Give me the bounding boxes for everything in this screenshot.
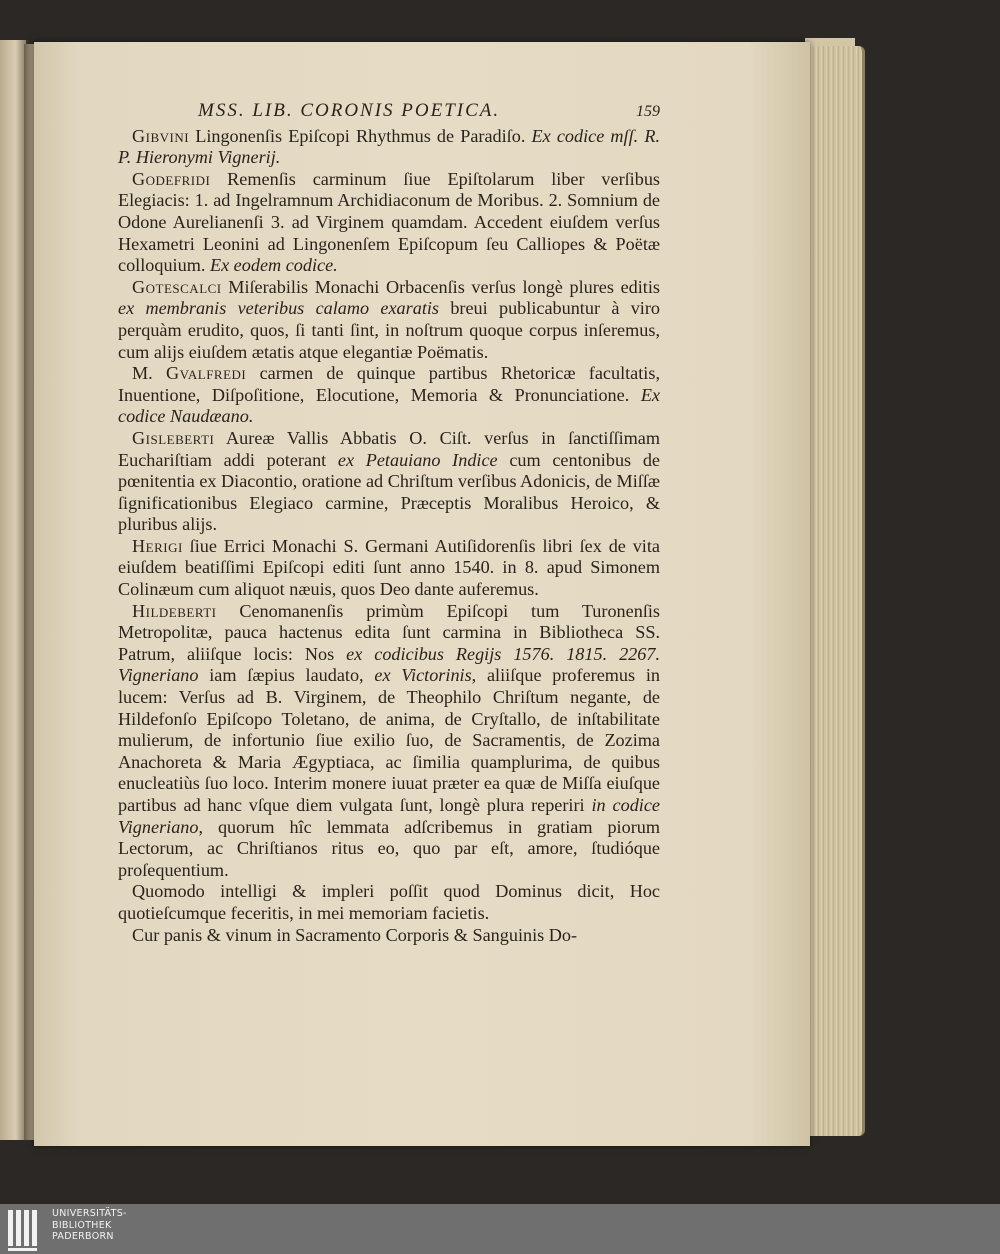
source-citation: ex Petauiano Indice: [337, 449, 498, 470]
source-citation: Ex codice Naudæano.: [118, 384, 660, 427]
text-segment: cum centonibus de pœnitentia ex Diacontio, oratione ad Chriſtum verſibus Adonicis, de Miſſæ ſignificationibus Elegiaco carmine, Præceptis Moralibus Heroico, & pluribus alijs.: [118, 449, 661, 535]
author-name: Gisleberti: [132, 427, 215, 448]
text-segment: Remenſis carminum ſiue Epiſtolarum liber verſibus Elegiacis: 1. ad Ingelramnum Archidiaconum de Moribus. 2. Somnium de Odone Aurelianenſi 3. ad Virginem quamdam. Accedent eiuſdem verſus Hexametri Leonini ad Lingonenſem Epiſcopum ſeu Calliopes & Poëtæ colloquium.: [118, 168, 660, 276]
library-name-line: PADERBORN: [52, 1231, 114, 1242]
text-segment: Cur panis & vinum in Sacramento Corporis & Sanguinis Do-: [132, 924, 578, 945]
running-title: MSS. LIB. CORONIS POETICA.: [198, 100, 501, 121]
text-segment: Aureæ Vallis Abbatis O. Ciſt. verſus in ſanctiſſimam Euchariſtiam addi poterant: [118, 427, 660, 470]
paragraph: [118, 428, 660, 536]
paragraph: [118, 126, 660, 169]
running-header: [198, 100, 660, 123]
paragraph: [118, 601, 660, 882]
text-segment: M.: [132, 363, 167, 384]
author-name: Gotescalci: [132, 276, 222, 297]
text-segment: Quomodo intelligi & impleri poſſit quod Dominus dicit, Hoc quotieſcumque feceritis, in mei memoriam facietis.: [118, 881, 660, 923]
author-name: Hildeberti: [132, 600, 217, 621]
text-segment: carmen de quinque partibus Rhetoricæ facultatis, Inuentione, Diſpoſitione, Elocutione, Memoria & Pronunciatione.: [118, 363, 660, 405]
library-name-line: UNIVERSITÄTS-: [52, 1208, 127, 1219]
text-segment: ſiue Errici Monachi S. Germani Autiſidorenſis libri ſex de vita eiuſdem beatiſſimi Epiſcopi editi ſunt anno 1540. in 8. apud Simonem Colinæum cum aliquot næuis, quos Deo dante auferemus.: [118, 535, 660, 600]
paragraph: [118, 277, 660, 363]
page-number: 159: [636, 103, 660, 120]
footer-bar: [0, 1204, 1000, 1254]
text-segment: , aliiſque proferemus in lucem: Verſus ad B. Virginem, de Theophilo Chriſtum negante, de Hildefonſo Epiſcopo Toletano, de anima, de Cryſtallo, de inſtabilitate mulierum, de infortunio ſiue exilio ſuo, de Sacramentis, de Zozima Anachoreta & Maria Ægyptiaca, ac ſimilia quamplurima, de quibus enucleatiùs ſuo loco. Interim monere iuuat præter ea quæ de Miſſa eiuſque partibus ad hanc vſque diem vulgata ſunt, longè plura reperiri: [118, 665, 660, 815]
page-text: [118, 100, 660, 946]
text-segment: , quorum hîc lemmata adſcribemus in gratiam piorum Lectorum, ac Chriſtianos ritus eo, quo par eſt, amore, ſtudióque proſequentium.: [118, 816, 660, 880]
source-citation: ex Victorinis: [374, 665, 472, 686]
source-citation: ex codicibus Regijs 1576. 1815. 2267. Vigneriano: [118, 643, 660, 686]
source-citation: ex membranis veteribus calamo exaratis: [118, 298, 440, 319]
library-name-line: BIBLIOTHEK: [52, 1219, 112, 1231]
author-name: Godefridi: [132, 168, 211, 189]
text-segment: breui publicabuntur à viro perquàm erudito, quos, ſi tanti ſint, in noſtrum quoque corpus inſeremus, cum alijs eiuſdem ætatis atque elegantiæ Poëmatis.: [118, 298, 660, 362]
source-citation: in codice Vigneriano: [118, 795, 661, 837]
paragraph: [118, 925, 660, 947]
library-name: [52, 1208, 127, 1243]
source-citation: Ex codice mſſ. R. P. Hieronymi Vignerij.: [118, 125, 660, 168]
body-paragraphs: [118, 126, 660, 947]
paragraph: [118, 169, 660, 277]
paragraph: [118, 363, 660, 428]
text-segment: iam ſæpius laudato,: [198, 665, 375, 686]
text-segment: Lingonenſis Epiſcopi Rhythmus de Paradiſo.: [189, 125, 532, 146]
paragraph: [118, 881, 660, 924]
author-name: Gvalfredi: [166, 363, 247, 384]
source-citation: Ex eodem codice.: [209, 255, 338, 276]
author-name: Gibvini: [132, 125, 190, 146]
text-segment: Miſerabilis Monachi Orbacenſis verſus longè plures editis: [221, 276, 660, 297]
author-name: Herigi: [132, 535, 183, 556]
text-segment: Cenomanenſis primùm Epiſcopi tum Turonenſis Metropolitæ, pauca hactenus edita ſunt carmina in Bibliotheca SS. Patrum, aliiſque locis: Nos: [118, 600, 660, 664]
paragraph: [118, 536, 660, 601]
library-logo-icon: [6, 1208, 46, 1252]
